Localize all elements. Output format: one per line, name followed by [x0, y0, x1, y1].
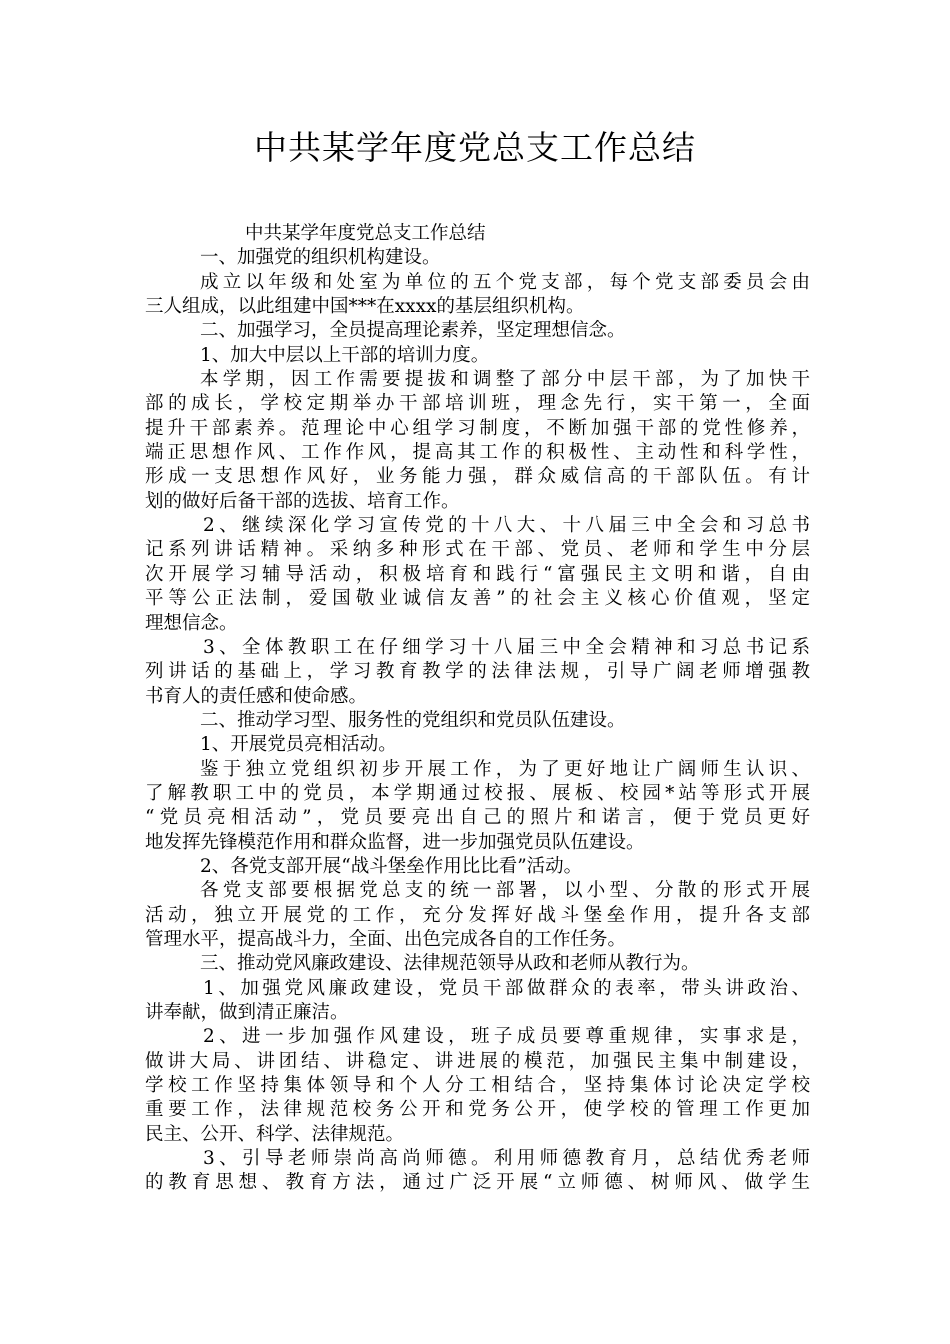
document-title: 中共某学年度党总支工作总结	[254, 128, 696, 167]
text-line: 讲奉献，做到清正廉洁。	[145, 1002, 349, 1023]
text-line: 二、加强学习，全员提高理论素养，坚定理想信念。	[200, 320, 626, 342]
text-line: 了解教职工中的党员，本学期通过校报、展板、校园*站等形式开展	[145, 782, 810, 804]
text-line: 平等公正法制，爱国敬业诚信友善”的社会主义核心价值观，坚定	[145, 588, 810, 610]
document-body	[145, 222, 810, 1196]
text-line: 成立以年级和处室为单位的五个党支部，每个党支部委员会由	[200, 271, 810, 293]
text-line: 1、加大中层以上干部的培训力度。	[200, 344, 490, 366]
text-line: “党员亮相活动”，党员要亮出自己的照片和诺言，便于党员更好	[145, 807, 810, 829]
text-line: 鉴于独立党组织初步开展工作，为了更好地让广阔师生认识、	[200, 758, 810, 780]
text-line: 理想信念。	[145, 612, 238, 634]
text-line: 二、推动学习型、服务性的党组织和党员队伍建设。	[200, 709, 626, 731]
text-line: 民主、公开、科学、法律规范。	[145, 1123, 405, 1145]
text-line: 2、各党支部开展“战斗堡垒作用比比看”活动。	[200, 855, 583, 877]
text-line: 重要工作，法律规范校务公开和党务公开，使学校的管理工作更加	[145, 1099, 810, 1121]
text-line: 次开展学习辅导活动，积极培育和践行“富强民主文明和谐，自由	[145, 563, 810, 585]
text-line: 划的做好后备干部的选拔、培育工作。	[145, 490, 460, 512]
text-line: 的教育思想、教育方法，通过广泛开展“立师德、树师风、做学生	[145, 1172, 810, 1194]
text-line: 部的成长，学校定期举办干部培训班，理念先行，实干第一，全面	[145, 393, 810, 415]
text-line: 各党支部要根据党总支的统一部署，以小型、分散的形式开展	[200, 880, 810, 902]
text-line: 三人组成，以此组建中国***在xxxx的基层组织机构。	[145, 296, 585, 318]
text-line: 列讲话的基础上，学习教育教学的法律法规，引导广阔老师增强教	[145, 661, 810, 683]
text-line: 地发挥先锋模范作用和群众监督，进一步加强党员队伍建设。	[145, 831, 645, 853]
text-line: 学校工作坚持集体领导和个人分工相结合，坚持集体讨论决定学校	[145, 1075, 810, 1097]
text-line: 形成一支思想作风好，业务能力强，群众威信高的干部队伍。有计	[145, 466, 810, 488]
text-line: 书育人的责任感和使命感。	[145, 685, 368, 707]
text-line: 本学期，因工作需要提拔和调整了部分中层干部，为了加快干	[200, 369, 810, 391]
text-line: 管理水平，提高战斗力，全面、出色完成各自的工作任务。	[145, 928, 627, 950]
text-line: 做讲大局、讲团结、讲稳定、讲进展的模范，加强民主集中制建设，	[145, 1050, 810, 1072]
text-line: 中共某学年度党总支工作总结	[245, 223, 486, 244]
text-line: 一、加强党的组织机构建设。	[200, 247, 441, 269]
text-line: 1、开展党员亮相活动。	[200, 734, 397, 756]
text-line: 记系列讲话精神。采纳多种形式在干部、党员、老师和学生中分层	[145, 539, 810, 561]
text-line: 3、全体教职工在仔细学习十八届三中全会精神和习总书记系	[203, 636, 810, 658]
text-line: 2、继续深化学习宣传党的十八大、十八届三中全会和习总书	[203, 515, 810, 537]
text-line: 3、引导老师崇尚高尚师德。利用师德教育月，总结优秀老师	[203, 1148, 810, 1170]
text-line: 三、推动党风廉政建设、法律规范领导从政和老师从教行为。	[200, 953, 700, 975]
text-line: 2、进一步加强作风建设，班子成员要尊重规律，实事求是，	[203, 1026, 810, 1048]
text-line: 活动，独立开展党的工作，充分发挥好战斗堡垒作用，提升各支部	[145, 904, 810, 926]
text-line: 端正思想作风、工作作风，提高其工作的积极性、主动性和科学性，	[145, 442, 810, 464]
text-line: 1、加强党风廉政建设，党员干部做群众的表率，带头讲政治、	[203, 977, 810, 999]
text-line: 提升干部素养。范理论中心组学习制度，不断加强干部的党性修养，	[145, 417, 810, 439]
